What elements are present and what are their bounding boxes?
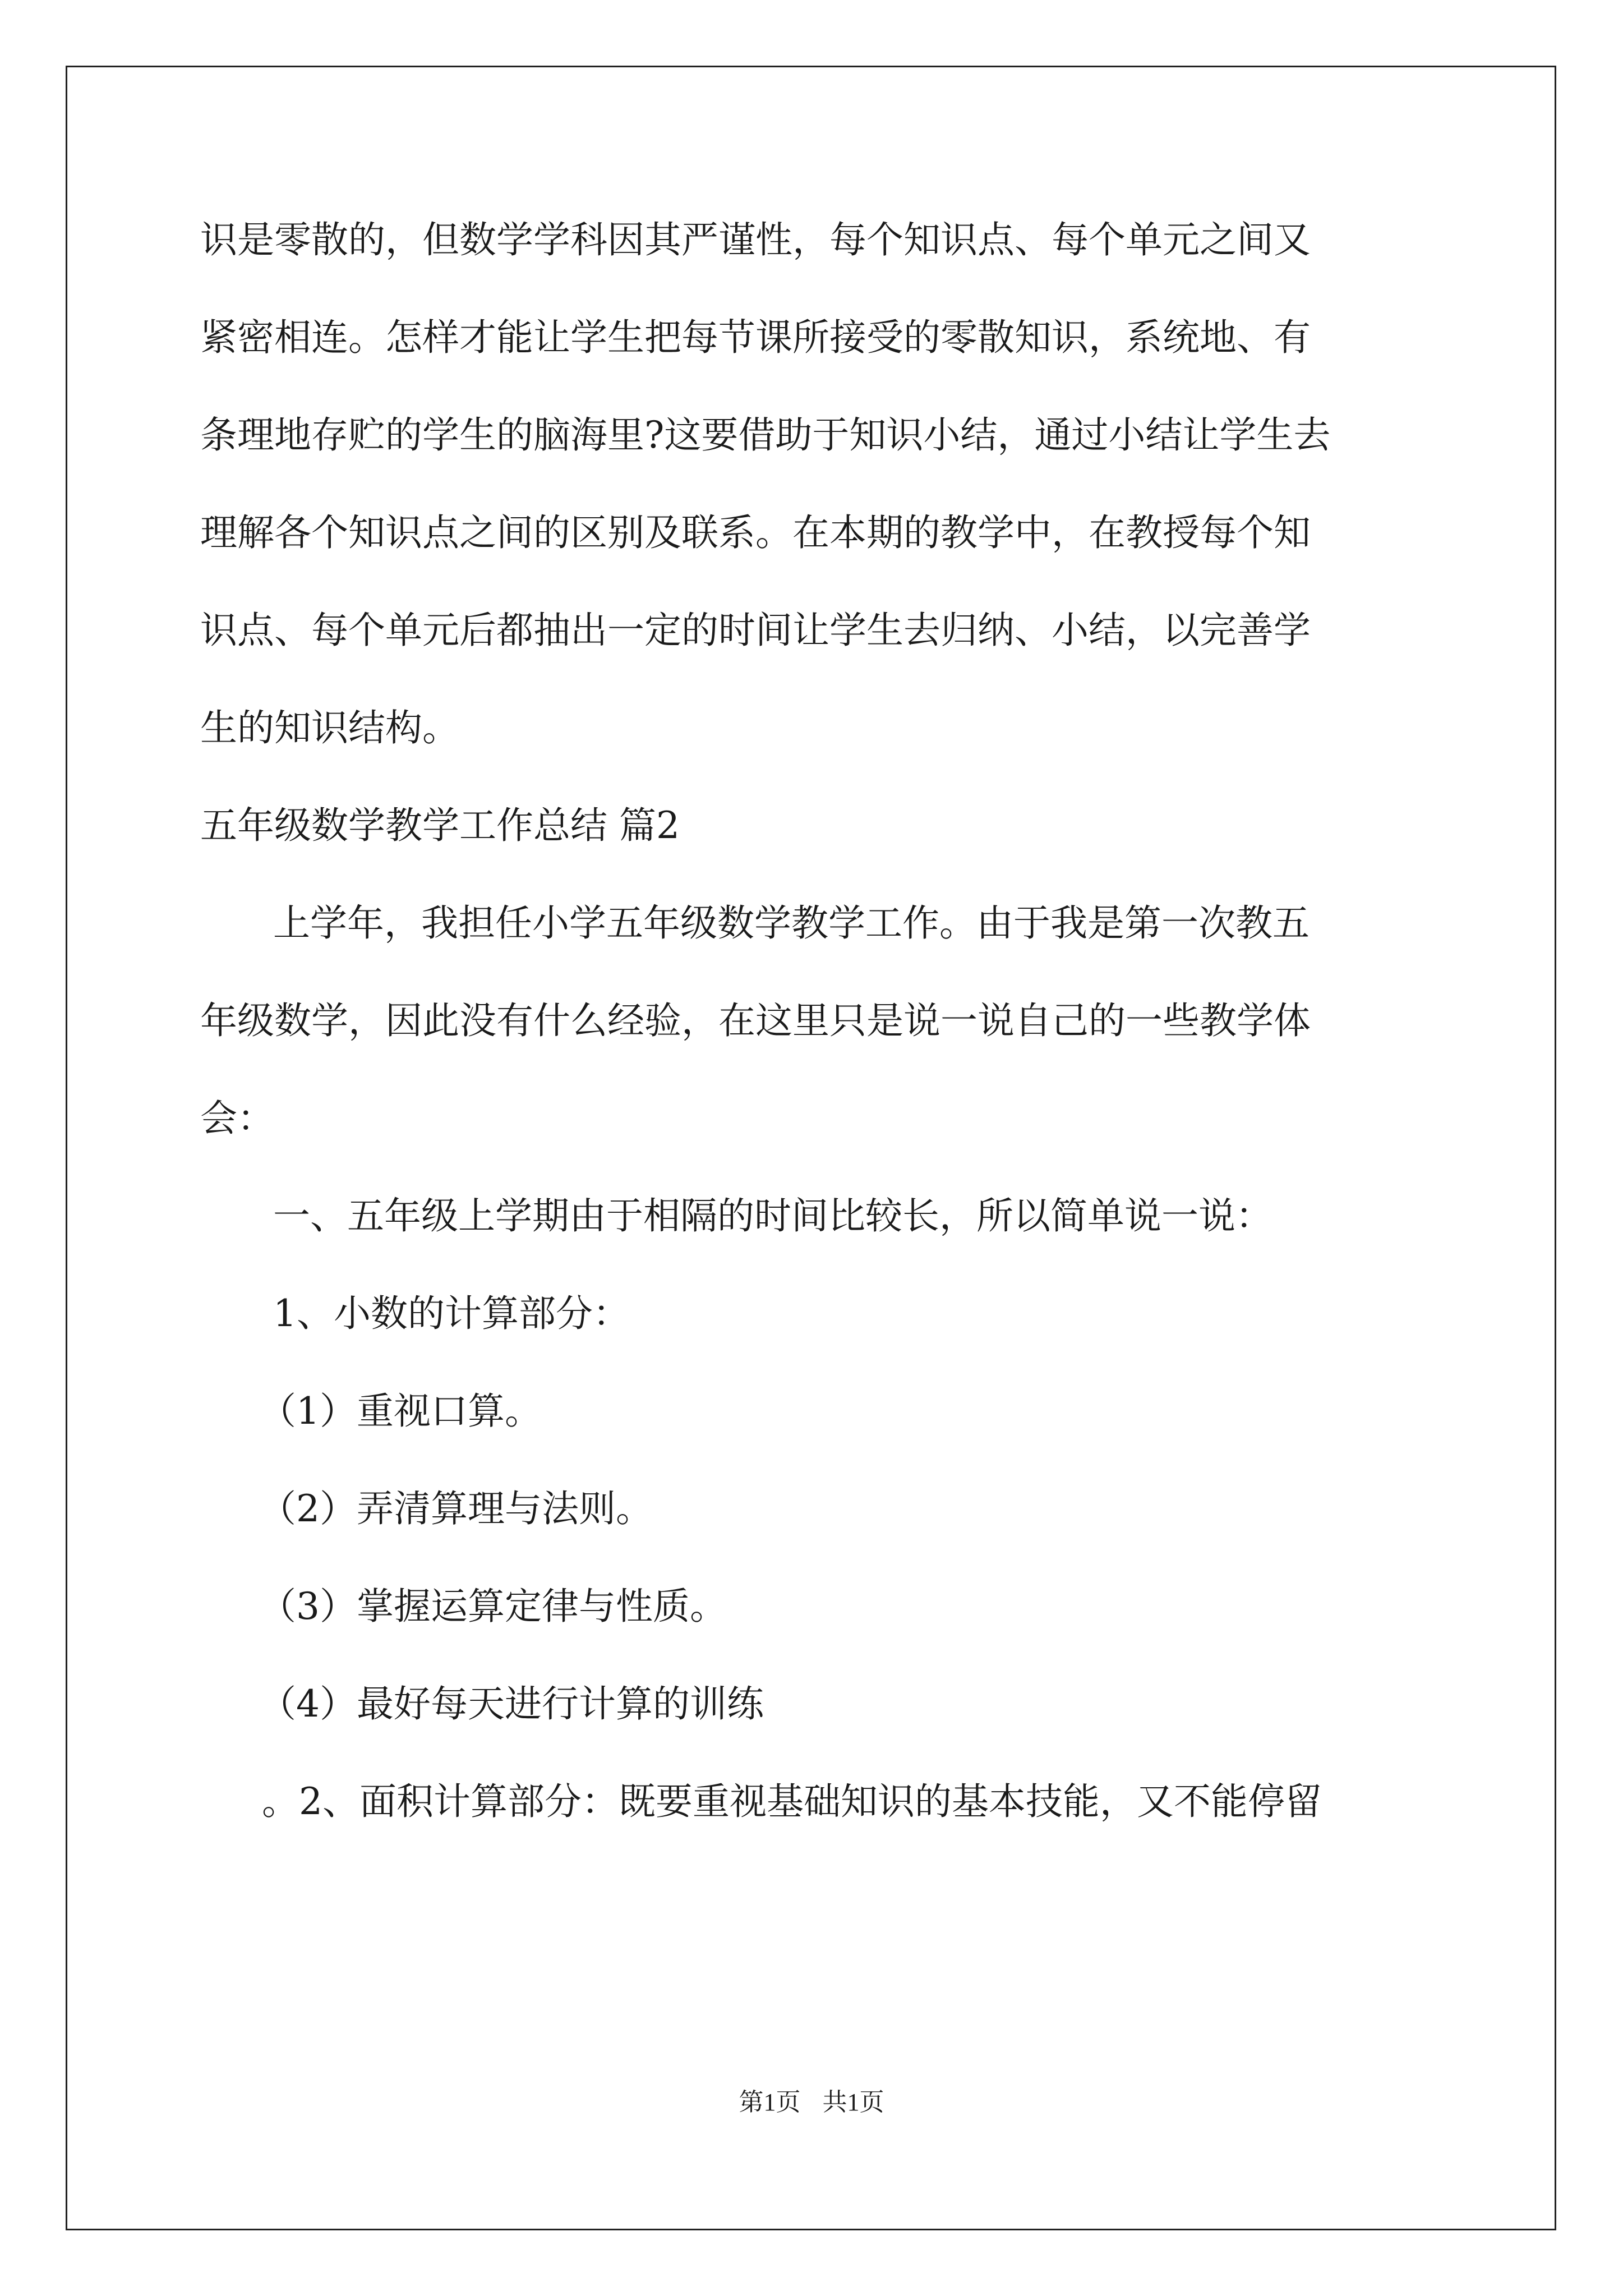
paragraph-line: 年级数学，因此没有什么经验，在这里只是说一说自己的一些教学体 [200, 999, 1311, 1042]
list-item: （2）弄清算理与法则。 [259, 1487, 653, 1530]
paragraph-line: 会： [200, 1097, 274, 1140]
paragraph-line: 紧密相连。怎样才能让学生把每节课所接受的零散知识，系统地、有 [200, 316, 1311, 359]
section-heading: 五年级数学教学工作总结 篇2 [200, 804, 680, 847]
paragraph-line: 识是零散的，但数学学科因其严谨性，每个知识点、每个单元之间又 [200, 218, 1311, 261]
list-item: （4）最好每天进行计算的训练 [259, 1682, 764, 1726]
paragraph-line: 。2、面积计算部分：既要重视基础知识的基本技能，又不能停留 [262, 1780, 1322, 1823]
paragraph-line: 一、五年级上学期由于相隔的时间比较长，所以简单说一说： [273, 1194, 1272, 1237]
paragraph-line: 理解各个知识点之间的区别及联系。在本期的教学中，在教授每个知 [200, 511, 1311, 554]
document-body [200, 216, 1428, 1875]
paragraph-line: 识点、每个单元后都抽出一定的时间让学生去归纳、小结，以完善学 [200, 609, 1311, 652]
paragraph-line: 条理地存贮的学生的脑海里?这要借助于知识小结，通过小结让学生去 [200, 413, 1331, 457]
page-footer [0, 2087, 1623, 2118]
list-item: 1、小数的计算部分： [273, 1292, 630, 1335]
list-item: （3）掌握运算定律与性质。 [259, 1585, 727, 1628]
page-number-current: 第1页 [739, 2088, 801, 2116]
list-item: （1）重视口算。 [259, 1389, 542, 1433]
paragraph-line: 上学年，我担任小学五年级数学教学工作。由于我是第一次教五 [273, 901, 1310, 945]
paragraph-line: 生的知识结构。 [200, 706, 459, 749]
page-number-total: 共1页 [822, 2088, 884, 2116]
